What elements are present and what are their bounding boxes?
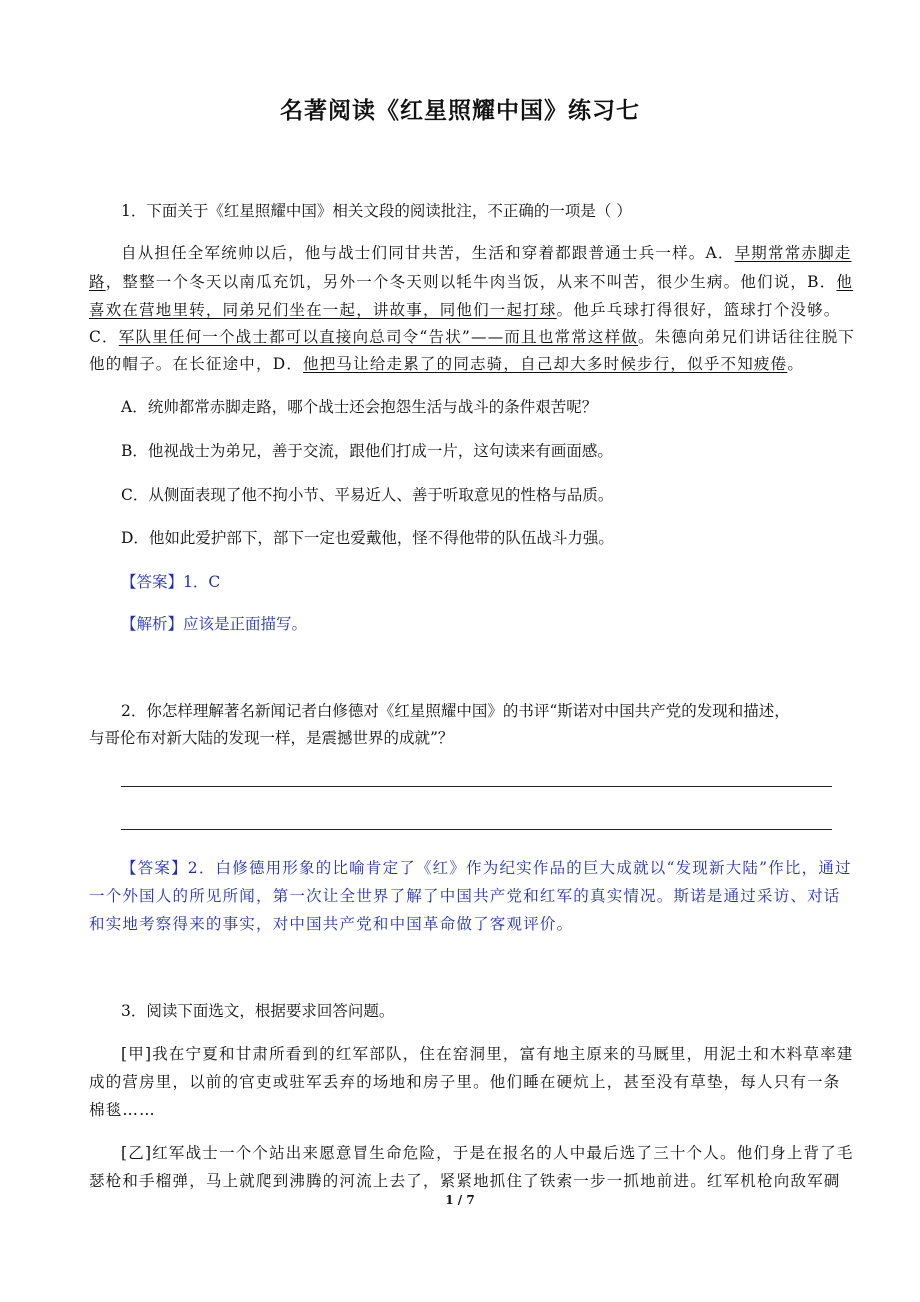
- q3-yi-line-2: 瑟枪和手榴弹，马上就爬到沸腾的河流上去了，紧紧地抓住了铁索一步一抓地前进。红军机枪向敌军碉: [89, 1172, 841, 1190]
- q2-answer-line-1: 【答案】2．白修德用形象的比喻肯定了《红》作为纪实作品的巨大成就以“发现新大陆”作比，通过: [121, 859, 852, 877]
- q1-passage-line-2: 路，整整一个冬天以南瓜充饥，另外一个冬天则以牦牛肉当饭，从来不叫苦，很少生病。他们说，B．他: [89, 273, 854, 291]
- underline-d: 他把马让给走累了的同志骑，自己却大多时候步行，似乎不知疲倦: [303, 355, 788, 373]
- q1-option-d: D．他如此爱护部下，部下一定也爱戴他，怪不得他带的队伍战斗力强。: [121, 529, 614, 547]
- answer-line-2: [121, 829, 832, 830]
- q1-passage-line-3: 喜欢在营地里转，同弟兄们坐在一起，讲故事，同他们一起打球。他乒乓球打得很好，篮球打个没够。: [89, 301, 841, 319]
- q2-stem-line-1: 2．你怎样理解著名新闻记者白修德对《红星照耀中国》的书评“斯诺对中国共产党的发现和描述，: [121, 702, 790, 720]
- q1-answer: 【答案】1．C: [121, 573, 221, 591]
- underline-a: 早期常常赤脚走: [734, 244, 852, 262]
- q1-option-b: B．他视战士为弟兄，善于交流，跟他们打成一片，这句读来有画面感。: [121, 442, 613, 460]
- q2-answer-line-2: 一个外国人的所见所闻，第一次让全世界了解了中国共产党和红军的真实情况。斯诺是通过采访、对话: [89, 887, 841, 905]
- answer-line-1: [121, 786, 832, 787]
- q3-jia-line-3: 棉毯……: [89, 1101, 156, 1119]
- page-number: 1 / 7: [445, 1193, 475, 1207]
- q3-jia-line-1: [甲]我在宁夏和甘肃所看到的红军部队，住在窑洞里，富有地主原来的马厩里，用泥土和木料草率建: [121, 1045, 854, 1063]
- q3-yi-line-1: [乙]红军战士一个个站出来愿意冒生命危险，于是在报名的人中最后选了三十个人。他们身上背了毛: [121, 1144, 854, 1162]
- q3-stem: 3．阅读下面选文，根据要求回答问题。: [121, 1002, 395, 1020]
- q1-option-c: C．从侧面表现了他不拘小节、平易近人、善于听取意见的性格与品质。: [121, 486, 614, 504]
- q2-answer-line-3: 和实地考察得来的事实，对中国共产党和中国革命做了客观评价。: [89, 915, 574, 933]
- underline-c: 军队里任何一个战士都可以直接向总司令“告状”——而且也常常这样做: [118, 328, 639, 346]
- underline-b: 他: [836, 273, 854, 291]
- q1-option-a: A．统帅都常赤脚走路，哪个战士还会抱怨生活与战斗的条件艰苦呢？: [121, 398, 598, 416]
- q1-passage-line-5: 他的帽子。在长征途中，D．他把马让给走累了的同志骑，自己却大多时候步行，似乎不知疲倦。: [89, 355, 805, 373]
- q1-passage-line-4: C．军队里任何一个战士都可以直接向总司令“告状”——而且也常常这样做。朱德向弟兄们讲话往往脱下: [89, 328, 856, 346]
- q1-passage-line-1: 自从担任全军统帅以后，他与战士们同甘共苦，生活和穿着都跟普通士兵一样。A．早期常常赤脚走: [121, 244, 852, 262]
- q1-stem: 1．下面关于《红星照耀中国》相关文段的阅读批注，不正确的一项是（ ）: [121, 202, 632, 220]
- q1-analysis: 【解析】应该是正面描写。: [121, 615, 308, 633]
- q2-stem-line-2: 与哥伦布对新大陆的发现一样，是震撼世界的成就”？: [89, 729, 454, 747]
- page-title: 名著阅读《红星照耀中国》练习七: [280, 98, 640, 124]
- q3-jia-line-2: 成的营房里，以前的官吏或驻军丢弃的场地和房子里。他们睡在硬炕上，甚至没有草垫，每人只有一条: [89, 1073, 841, 1091]
